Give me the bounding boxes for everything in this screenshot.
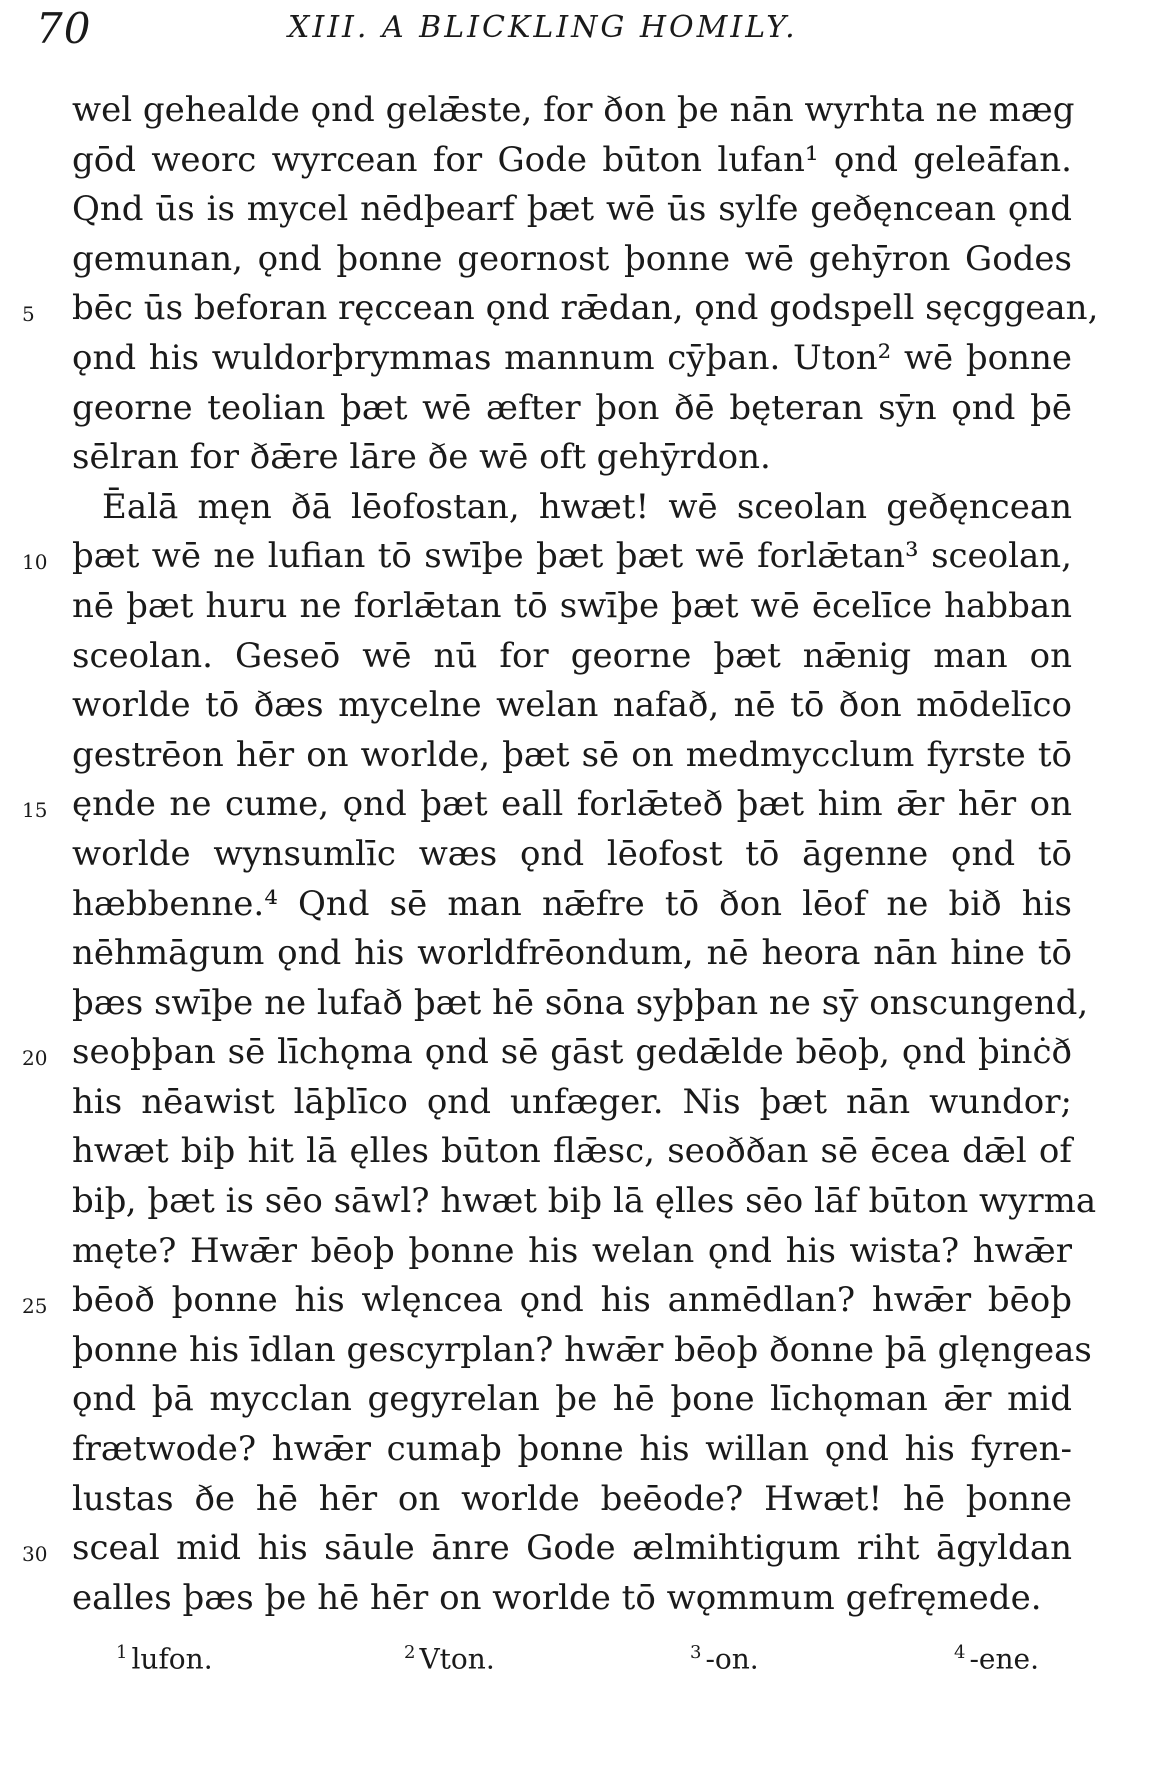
text-line: [22, 532, 1072, 582]
text-line: [72, 731, 1072, 781]
text-line: [72, 632, 1072, 682]
text-line: [72, 1227, 1072, 1277]
line-text: ealles þæs þe hē hēr on worlde tō wǫmmum gefręmede.: [72, 1577, 1042, 1618]
line-text: ęnde ne cume, ǫnd þæt eall forlǣteð þæt him ǣr hēr on: [72, 784, 1072, 825]
footnote-mark: 4: [954, 1642, 966, 1663]
footnote: [404, 1642, 495, 1675]
line-text: þonne his īdlan gescyrplan? hwǣr bēoþ ðonne þā glęngeas: [72, 1329, 1092, 1370]
line-text: hwæt biþ hit lā ęlles būton flǣsc, seoððan sē ēcea dǣl of: [72, 1131, 1072, 1172]
text-line: [72, 1326, 1092, 1376]
text-line: [22, 780, 1072, 830]
line-text: georne teolian þæt wē æfter þon ðē bęteran sȳn ǫnd þē: [72, 387, 1072, 428]
text-line: [72, 830, 1072, 880]
line-text: þæt wē ne lufian tō swīþe þæt þæt wē forlǣtan³ sceolan,: [72, 536, 1072, 577]
text-line: [72, 384, 1072, 434]
text-line: [72, 483, 1072, 533]
text-line: [72, 1127, 1072, 1177]
line-text: his nēawist lāþlīco ǫnd unfæger. Nis þæt nān wundor;: [72, 1081, 1072, 1122]
page-header: [36, 4, 1086, 54]
text-line: [72, 1475, 1072, 1525]
line-text: worlde tō ðæs mycelne welan nafað, nē tō ðon mōdelīco: [72, 685, 1072, 726]
text-line: [72, 86, 1075, 136]
text-line: [72, 235, 1072, 285]
footnote: [116, 1642, 213, 1675]
text-line: [72, 1425, 1072, 1475]
footnotes: [0, 1642, 1158, 1682]
text-line: [72, 979, 1089, 1029]
footnote-mark: 1: [116, 1642, 128, 1663]
line-text: sceolan. Geseō wē nū for georne þæt nǣnig man on: [72, 635, 1072, 676]
line-text: ǫnd þā mycclan gegyrelan þe hē þone līchǫman ǣr mid: [72, 1379, 1072, 1420]
footnote-text: -ene.: [969, 1642, 1039, 1676]
line-number: 5: [22, 302, 35, 327]
line-text: Ēalā męn ðā lēofostan, hwæt! wē sceolan geðęncean: [102, 486, 1072, 527]
line-text: gemunan, ǫnd þonne geornost þonne wē gehȳron Godes: [72, 238, 1072, 279]
line-text: frætwode? hwǣr cumaþ þonne his willan ǫnd his fyren-: [72, 1429, 1072, 1470]
text-line: [72, 334, 1072, 384]
text-line: [72, 880, 1072, 930]
line-text: męte? Hwǣr bēoþ þonne his welan ǫnd his wista? hwǣr: [72, 1230, 1072, 1271]
text-line: [72, 582, 1072, 632]
line-text: bēoð þonne his wlęncea ǫnd his anmēdlan? hwǣr bēoþ: [72, 1280, 1072, 1321]
footnote-mark: 2: [404, 1642, 416, 1663]
line-number: 10: [22, 550, 48, 575]
footnote-mark: 3: [690, 1642, 702, 1663]
line-number: 30: [22, 1542, 48, 1567]
text-line: [72, 929, 1072, 979]
line-text: sēlran for ðǣre lāre ðe wē oft gehȳrdon.: [72, 437, 771, 478]
text-line: [72, 1078, 1072, 1128]
footnote: [954, 1642, 1039, 1675]
line-text: hæbbenne.⁴ Qnd sē man nǣfre tō ðon lēof ne bið his: [72, 883, 1072, 924]
line-text: wel gehealde ǫnd gelǣste, for ðon þe nān wyrhta ne mæg: [72, 90, 1075, 130]
text-line: [22, 1028, 1072, 1078]
line-text: worlde wynsumlīc wæs ǫnd lēofost tō āgenne ǫnd tō: [72, 833, 1072, 874]
text-line: [72, 185, 1072, 235]
footnote-text: -on.: [705, 1642, 759, 1676]
text-line: [72, 433, 1072, 483]
text-line: [22, 1276, 1072, 1326]
line-text: sceal mid his sāule ānre Gode ælmihtigum riht āgyldan: [72, 1528, 1072, 1569]
line-text: gestrēon hēr on worlde, þæt sē on medmycclum fyrste tō: [72, 734, 1072, 775]
footnote: [690, 1642, 759, 1675]
line-text: biþ, þæt is sēo sāwl? hwæt biþ lā ęlles sēo lāf būton wyrma: [72, 1181, 1097, 1222]
text-line: [72, 681, 1072, 731]
text-line: [72, 1375, 1072, 1425]
line-number: 15: [22, 798, 48, 823]
line-number: 25: [22, 1294, 48, 1319]
line-text: þæs swīþe ne lufað þæt hē sōna syþþan ne sȳ onscungend,: [72, 982, 1089, 1023]
line-text: ǫnd his wuldorþrymmas mannum cȳþan. Uton² wē þonne: [72, 337, 1072, 378]
page-number: 70: [36, 4, 92, 53]
homily-text: [22, 86, 1099, 1623]
text-line: [72, 1177, 1097, 1227]
text-line: [72, 1574, 1072, 1624]
line-text: lustas ðe hē hēr on worlde beēode? Hwæt! hē þonne: [72, 1478, 1072, 1519]
line-text: Qnd ūs is mycel nēdþearf þæt wē ūs sylfe geðęncean ǫnd: [72, 189, 1072, 230]
text-line: [22, 1524, 1072, 1574]
footnote-text: lufon.: [131, 1642, 213, 1676]
line-text: nēhmāgum ǫnd his worldfrēondum, nē heora nān hine tō: [72, 933, 1072, 974]
line-text: bēc ūs beforan ręccean ǫnd rǣdan, ǫnd godspell sęcggean,: [72, 288, 1099, 329]
line-number: 20: [22, 1046, 48, 1071]
text-line: [22, 284, 1099, 334]
footnote-text: Vton.: [419, 1642, 495, 1676]
line-text: gōd weorc wyrcean for Gode būton lufan¹ ǫnd geleāfan.: [72, 139, 1072, 180]
line-text: seoþþan sē līchǫma ǫnd sē gāst gedǣlde bēoþ, ǫnd þinċð: [72, 1032, 1072, 1073]
text-line: [72, 136, 1072, 186]
line-text: nē þæt huru ne forlǣtan tō swīþe þæt wē ēcelīce habban: [72, 585, 1072, 626]
running-title: XIII. A BLICKLING HOMILY.: [288, 10, 798, 45]
